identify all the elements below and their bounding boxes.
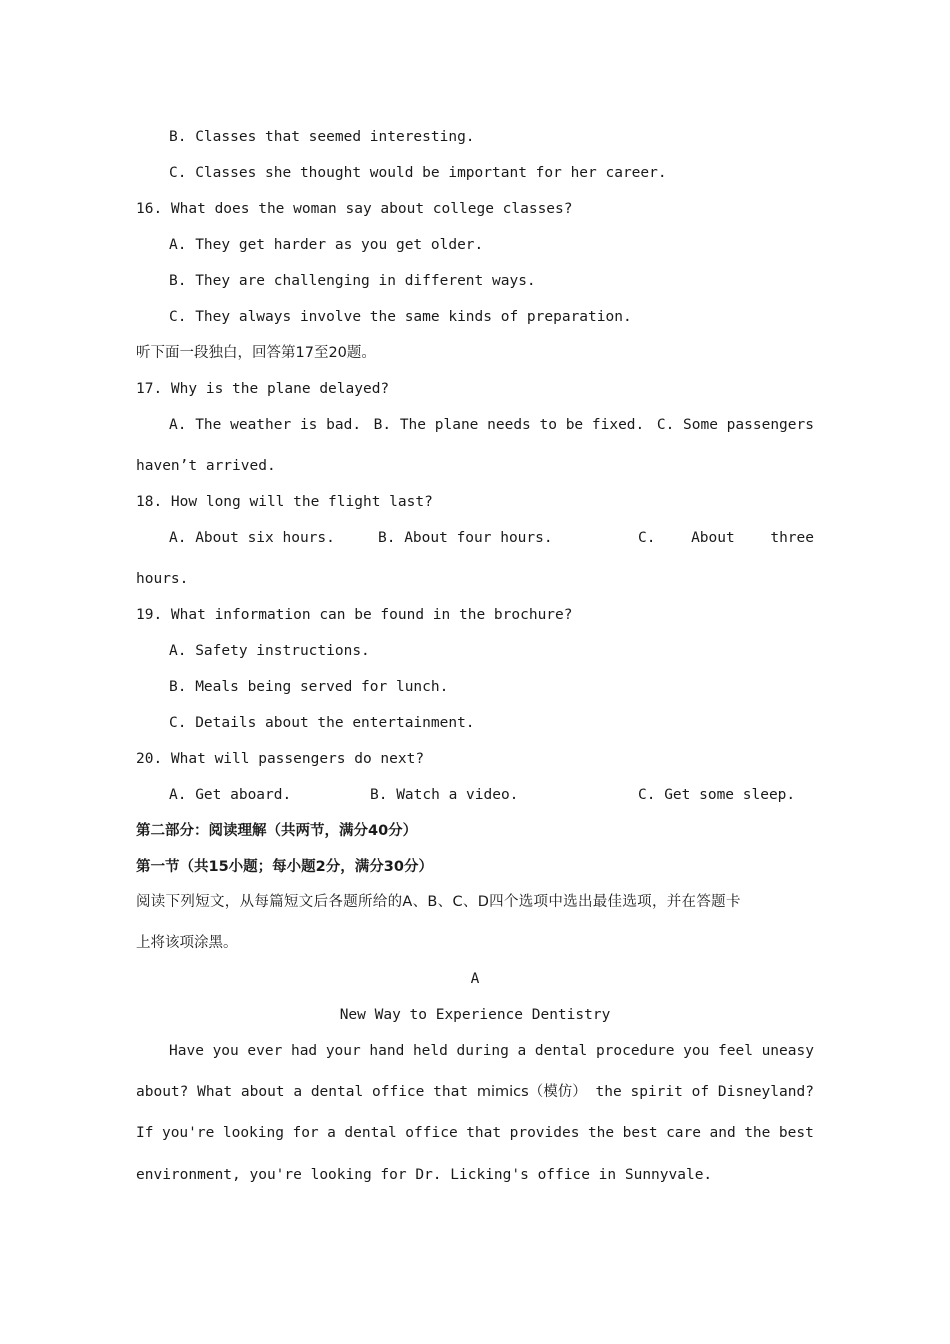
paragraph-line-3 <box>136 1123 814 1143</box>
question-16: 16. What does the woman say about college classes? <box>136 201 573 217</box>
q17-option-c: C. Some passengers <box>656 417 814 433</box>
passage-label: A <box>470 971 480 987</box>
q18-option-c <box>638 528 814 548</box>
question-17: 17. Why is the plane delayed? <box>136 381 390 397</box>
word: a <box>293 1084 303 1100</box>
q17-option-c-continued: haven’t arrived. <box>136 458 276 474</box>
word: uneasy <box>761 1043 814 1059</box>
word: about? <box>136 1084 189 1100</box>
word: that <box>433 1084 469 1100</box>
q18-option-c-letter: C. <box>638 530 656 546</box>
word: If <box>136 1125 154 1141</box>
word: care <box>666 1125 701 1141</box>
listening-instruction: 听下面一段独白，回答第17至20题。 <box>136 345 376 361</box>
word: had <box>290 1043 318 1059</box>
reading-instruction-line-2: 上将该项涂黑。 <box>136 935 238 951</box>
question-18: 18. How long will the flight last? <box>136 494 433 510</box>
q18-option-c-word1: About <box>691 530 735 546</box>
passage-title: New Way to Experience Dentistry <box>339 1007 611 1023</box>
paragraph-line-1 <box>169 1041 814 1061</box>
word: Disneyland? <box>717 1084 814 1100</box>
word: for <box>292 1125 319 1141</box>
section-1-heading: 第一节（共15小题；每小题2分，满分30分） <box>136 859 433 875</box>
word: held <box>412 1043 448 1059</box>
word: dental <box>534 1043 588 1059</box>
part-2-heading: 第二部分：阅读理解（共两节，满分40分） <box>136 823 418 839</box>
word: dental <box>310 1084 364 1100</box>
word: you <box>683 1043 710 1059</box>
word: ever <box>247 1043 283 1059</box>
word: a <box>327 1125 336 1141</box>
q15-option-c: C. Classes she thought would be important for her career. <box>169 165 667 181</box>
question-20: 20. What will passengers do next? <box>136 751 425 767</box>
word: office <box>372 1084 425 1100</box>
word: about <box>240 1084 285 1100</box>
word: provides <box>509 1125 580 1141</box>
word: the <box>587 1125 615 1141</box>
word: dental <box>344 1125 397 1141</box>
word: the <box>744 1125 771 1141</box>
word: hand <box>369 1043 405 1059</box>
word: and <box>709 1125 736 1141</box>
word: that <box>466 1125 502 1141</box>
q20-option-a: A. Get aboard. <box>169 787 292 803</box>
q20-option-b: B. Watch a video. <box>370 787 519 803</box>
q17-option-b: B. The plane needs to be fixed. <box>373 417 645 433</box>
q19-option-a: A. Safety instructions. <box>169 643 370 659</box>
q15-option-b: B. Classes that seemed interesting. <box>169 129 475 145</box>
q20-option-c: C. Get some sleep. <box>638 787 796 803</box>
q19-option-b: B. Meals being served for lunch. <box>169 679 449 695</box>
q17-options <box>169 415 814 435</box>
word: the <box>595 1084 622 1100</box>
word: Have <box>169 1043 204 1059</box>
paragraph-line-2 <box>136 1082 814 1102</box>
word: What <box>197 1084 233 1100</box>
reading-instruction-line-1: 阅读下列短文，从每篇短文后各题所给的A、B、C、D四个选项中选出最佳选项，并在答题卡 <box>136 894 741 910</box>
word: best <box>778 1125 814 1141</box>
word: your <box>325 1043 361 1059</box>
word: you're <box>161 1125 215 1141</box>
word: spirit <box>630 1084 683 1100</box>
word: during <box>456 1043 509 1059</box>
word: of <box>691 1084 710 1100</box>
question-19: 19. What information can be found in the brochure? <box>136 607 573 623</box>
word: feel <box>718 1043 753 1059</box>
q19-option-c: C. Details about the entertainment. <box>169 715 475 731</box>
paragraph-line-4: environment, you're looking for Dr. Licking's office in Sunnyvale. <box>136 1167 713 1183</box>
word: best <box>622 1125 658 1141</box>
q18-option-a: A. About six hours. <box>169 530 335 546</box>
q18-option-c-continued: hours. <box>136 571 189 587</box>
word: a <box>517 1043 527 1059</box>
q16-option-a: A. They get harder as you get older. <box>169 237 484 253</box>
q16-option-c: C. They always involve the same kinds of preparation. <box>169 309 632 325</box>
q16-option-b: B. They are challenging in different ways. <box>169 273 536 289</box>
word: mimics（模仿） <box>476 1084 587 1100</box>
q18-option-c-word2: three <box>770 530 814 546</box>
q17-option-a: A. The weather is bad. <box>169 417 362 433</box>
word: looking <box>222 1125 284 1141</box>
word: office <box>405 1125 458 1141</box>
word: you <box>212 1043 239 1059</box>
q18-option-b: B. About four hours. <box>378 530 553 546</box>
word: procedure <box>595 1043 675 1059</box>
